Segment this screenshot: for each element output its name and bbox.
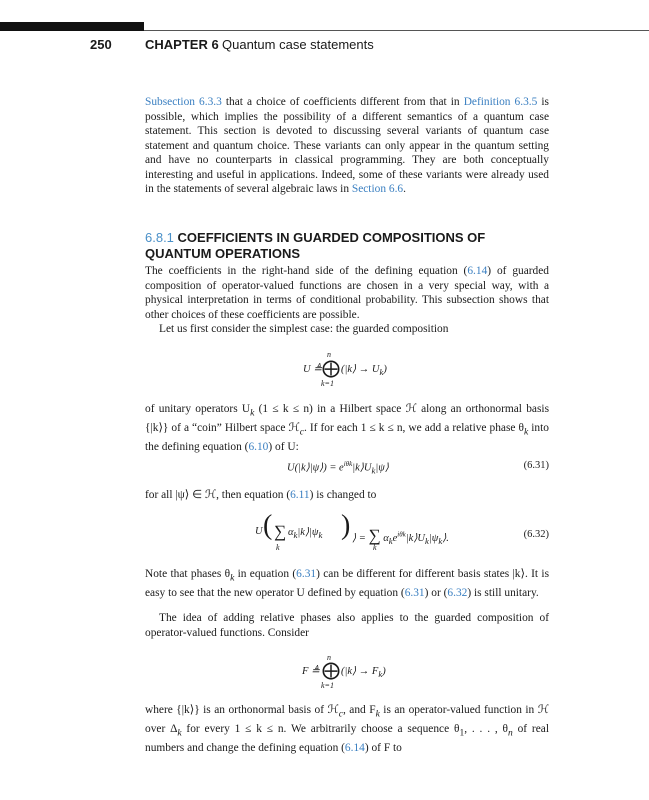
oplus-operator: ⨁ [322,660,340,680]
equation-number-6-32: (6.32) [523,529,549,540]
header-bar-block [0,22,144,31]
section-number: 6.8.1 [145,230,174,245]
link-eq-6-10[interactable]: 6.10 [248,440,269,453]
paragraph-intro: Subsection 6.3.3 that a choice of coefficients different from that in Definition 6.3.5 is possible, which implies the possibility of a different semantics of a quantum case statement. This section is devoted to discussing several variants of quantum case statement and quantum choice. These variants can only appear in the quantum setting and have no counterparts in classical programming. They are both conceptually interesting and useful in applications. Indeed, some of these variants were already used in the statements of several algebraic laws in Section 6.6. [145,96,549,196]
paragraph-unitary-operators: of unitary operators $U_k$ (1 ≤ k ≤ n) in a Hilbert space ℋ along an orthonormal basis {|k⟩} of a “coin” Hilbert space ℋ$_c$. If for each 1 ≤ k ≤ n, we add a relative phase $\theta_k$ into the defining equation (6.10) of U: [145,403,550,453]
chapter-title: Quantum case statements [222,37,374,52]
paragraph-phases-note: Note that phases $\theta_k$ in equation (6.31) can be different for different basis states |k⟩. It is easy to see that the new operator U defined by equation (6.31) or (6.32) is still unitary. [145,568,550,599]
header-rule [144,30,649,31]
link-section-6-6[interactable]: Section 6.6 [351,183,404,196]
sum-operator: ∑ [274,522,287,541]
paragraph-where-basis: where {|k⟩} is an orthonormal basis of ℋ$_c$, and $F_k$ is an operator-valued function in ℋ over $\Delta_k$ for every 1 ≤ k ≤ n. We arbitrarily choose a sequence $\theta_1$, . . . , $\theta_n$ of real numbers and change the defining equation (6.14) of F to [145,704,549,754]
section-title: COEFFICIENTS IN GUARDED COMPOSITIONS OF QUANTUM OPERATIONS [145,230,486,261]
chapter-label: CHAPTER 6 [145,37,219,52]
section-heading [145,230,555,262]
link-definition-6-3-5[interactable]: Definition 6.3.5 [463,96,538,108]
equation-number-6-31: (6.31) [523,460,549,471]
paragraph-for-all: for all |ψ⟩ ∈ ℋ, then equation (6.11) is changed to [145,489,377,501]
link-eq-6-31[interactable]: 6.31 [296,568,317,580]
paragraph-simplest-case: Let us first consider the simplest case: the guarded composition [159,323,449,335]
running-head [0,37,649,55]
link-eq-6-32[interactable]: 6.32 [447,586,468,599]
link-eq-6-31-b[interactable]: 6.31 [404,586,425,599]
oplus-operator: ⨁ [322,358,340,378]
page-number: 250 [90,37,112,52]
link-eq-6-11[interactable]: 6.11 [290,489,310,501]
sum-operator: ∑ [368,526,381,545]
link-subsection-6-3-3[interactable]: Subsection 6.3.3 [145,96,222,108]
paragraph-relative-phases: The idea of adding relative phases also applies to the guarded composition of operator-valued functions. Consider [145,612,549,639]
link-eq-6-14[interactable]: 6.14 [467,265,488,277]
link-eq-6-14-b[interactable]: 6.14 [344,741,365,754]
paragraph-coefficients: The coefficients in the right-hand side of the defining equation (6.14) of guarded composition of operator-valued functions are chosen in a very special way, with a physical interpretation in terms of conditional probability. This subsection shows that other choices of these coefficients are possible. [145,265,549,321]
